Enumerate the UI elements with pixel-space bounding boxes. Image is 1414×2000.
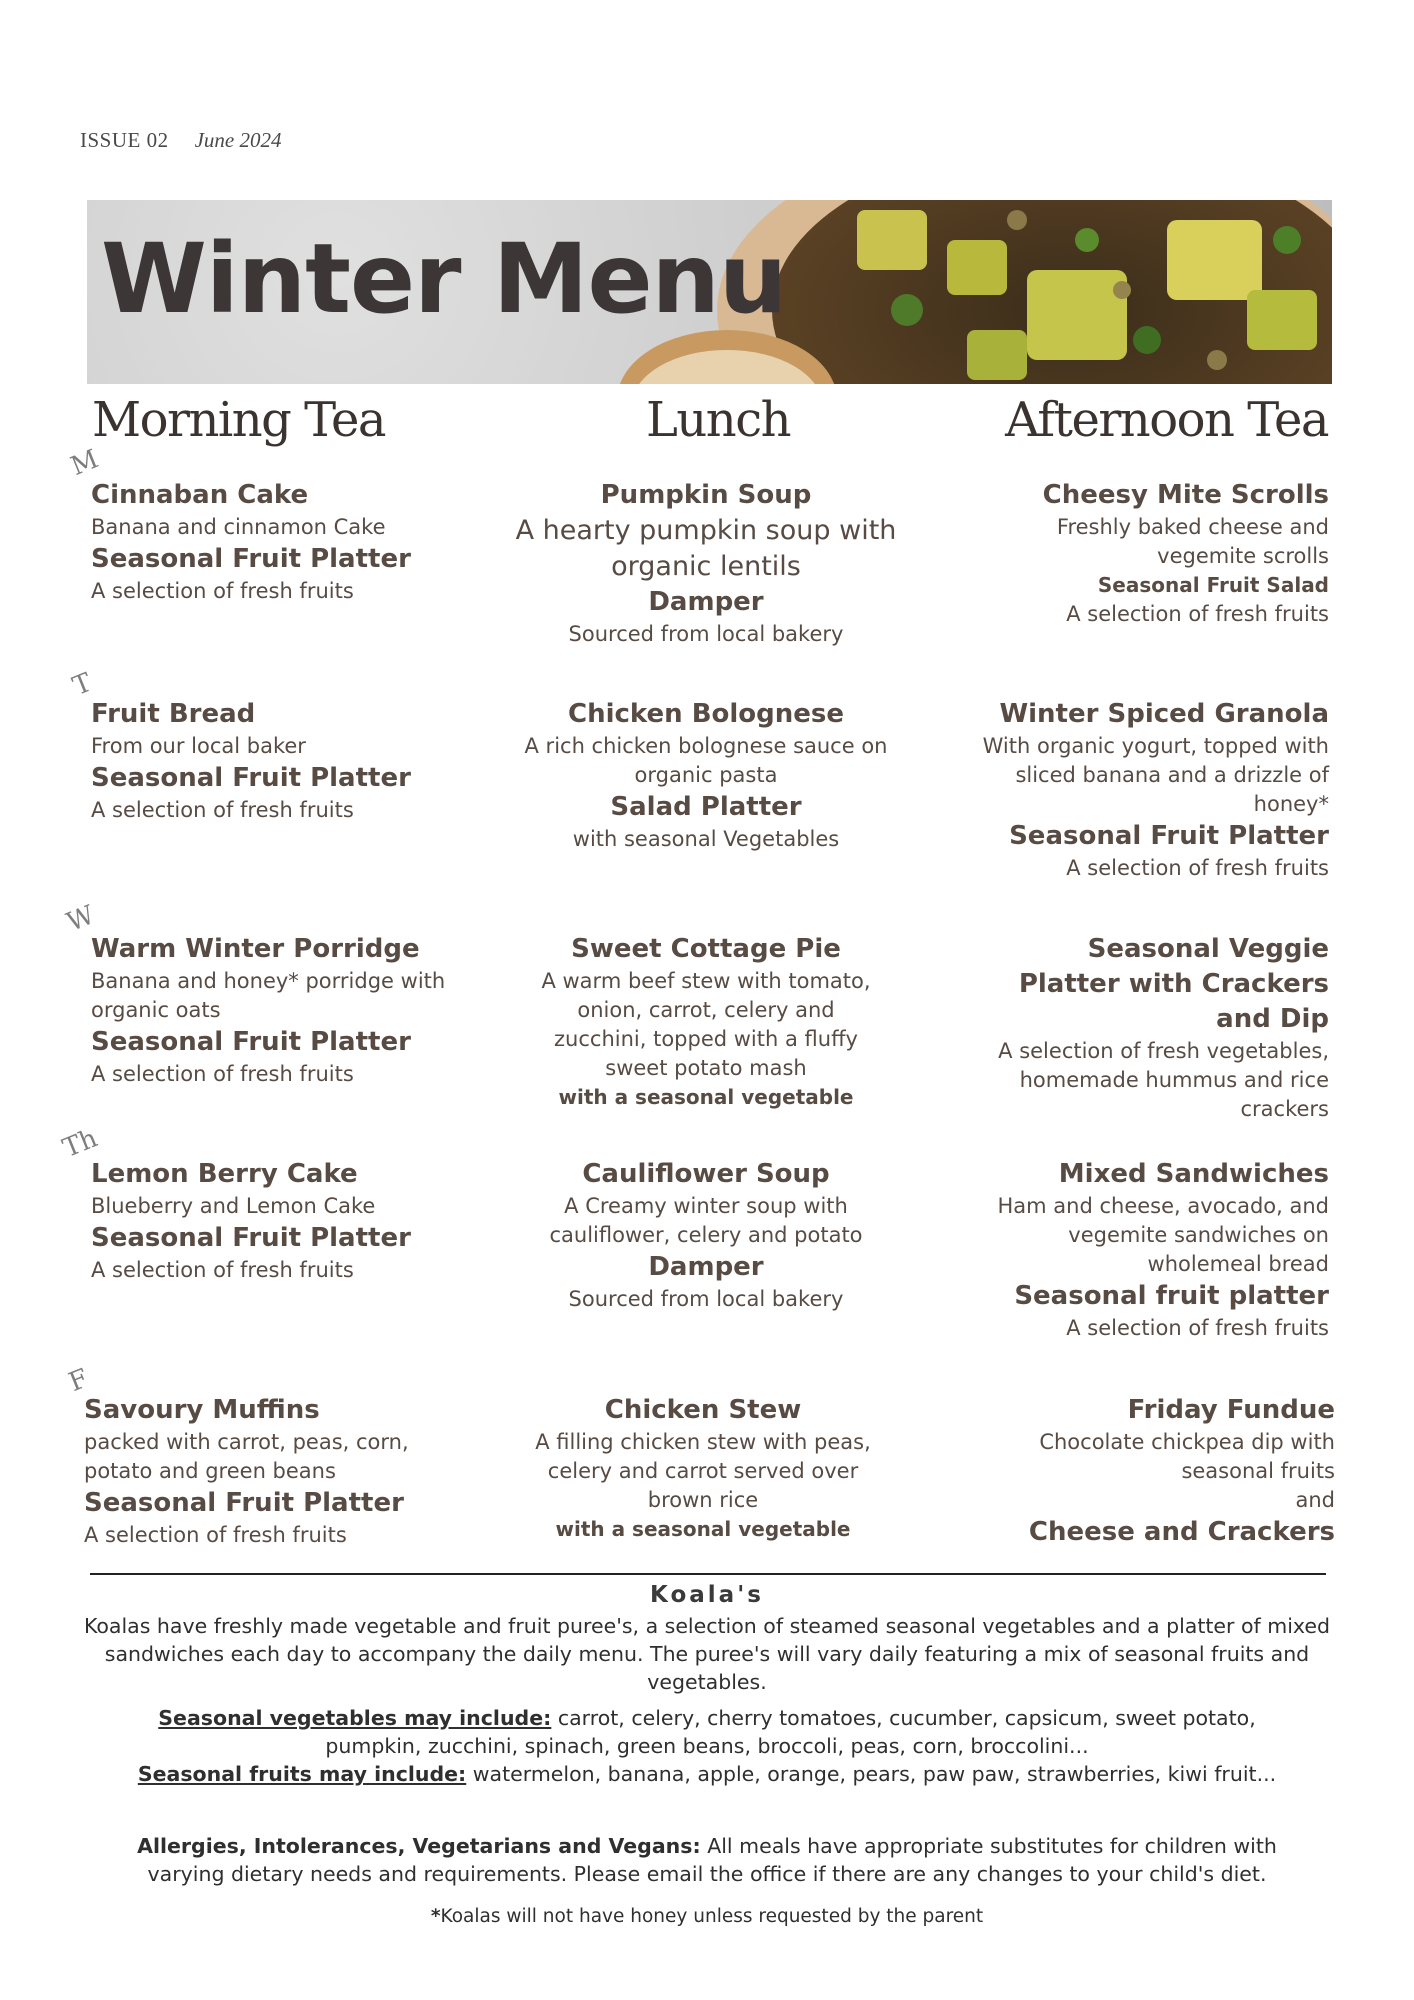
menu-item-title: Chicken Stew (604, 1395, 802, 1425)
menu-item-description: A selection of fresh fruits (84, 1523, 347, 1547)
menu-item-title: Mixed Sandwiches (1058, 1159, 1329, 1189)
menu-item-description: A selection of fresh fruits (1066, 856, 1329, 880)
wednesday-lunch (511, 932, 901, 1112)
menu-item-description: A hearty pumpkin soup with organic lentils (515, 515, 897, 582)
menu-item-title: Seasonal Fruit Salad (1097, 573, 1329, 597)
menu-item-description: A selection of fresh fruits (91, 1062, 354, 1086)
menu-item-title: Damper (648, 587, 764, 617)
menu-item-description: From our local baker (91, 734, 306, 758)
friday-morning-tea (84, 1393, 484, 1550)
day-letter-wednesday: W (62, 900, 99, 938)
menu-item-connector: and (1295, 1488, 1335, 1512)
menu-item-title: Warm Winter Porridge (91, 934, 420, 964)
menu-item-title: Cauliflower Soup (582, 1159, 830, 1189)
honey-note (80, 1904, 1334, 1930)
menu-item-title: Lemon Berry Cake (91, 1159, 358, 1189)
monday-afternoon-tea (939, 478, 1329, 629)
menu-item-title: Winter Spiced Granola (999, 699, 1329, 729)
menu-item-description: A filling chicken stew with peas, celery and carrot served over brown rice (535, 1430, 871, 1512)
monday-morning-tea (91, 478, 491, 606)
menu-item-description: Banana and honey* porridge with organic oats (91, 969, 446, 1022)
menu-item-description: packed with carrot, peas, corn, potato and green beans (84, 1430, 409, 1483)
menu-item-description: Banana and cinnamon Cake (91, 515, 386, 539)
thursday-lunch (511, 1157, 901, 1314)
menu-item-description: Ham and cheese, avocado, and vegemite sandwiches on wholemeal bread (997, 1194, 1329, 1276)
allergy-info (80, 1832, 1334, 1888)
koalas-description: Koalas have freshly made vegetable and fruit puree's, a selection of steamed seasonal vegetables and a platter of mixed sandwiches each day to accompany the daily menu. The puree's will vary daily featuring a mix of seasonal fruits and vegetables. (83, 1614, 1331, 1694)
issue-number: ISSUE 02 (80, 128, 169, 152)
section-divider (90, 1573, 1326, 1575)
thursday-afternoon-tea (939, 1157, 1329, 1343)
friday-afternoon-tea (945, 1393, 1335, 1550)
menu-item-title: Pumpkin Soup (600, 480, 812, 510)
seasonal-vegetables-text: carrot, celery, cherry tomatoes, cucumber, capsicum, sweet potato, pumpkin, zucchini, spinach, green beans, broccoli, peas, corn, broccolini... (325, 1706, 1256, 1758)
menu-item-side: with a seasonal vegetable (558, 1085, 854, 1109)
menu-item-description: A selection of fresh fruits (91, 579, 354, 603)
friday-lunch (508, 1393, 898, 1544)
seasonal-produce-info (80, 1704, 1334, 1788)
menu-item-description: With organic yogurt, topped with sliced banana and a drizzle of honey* (982, 734, 1329, 816)
tuesday-lunch (511, 697, 901, 854)
page-title: Winter Menu (101, 223, 787, 335)
menu-item-title: Seasonal Fruit Platter (91, 763, 411, 793)
day-letter-friday: F (64, 1363, 93, 1398)
menu-item-title: Seasonal Fruit Platter (1009, 821, 1329, 851)
menu-item-description: Sourced from local bakery (568, 622, 844, 646)
menu-item-description: A Creamy winter soup with cauliflower, celery and potato (549, 1194, 863, 1247)
menu-item-title: Cheesy Mite Scrolls (1042, 480, 1329, 510)
menu-item-title: Cinnaban Cake (91, 480, 309, 510)
seasonal-fruits-text: watermelon, banana, apple, orange, pears, paw paw, strawberries, kiwi fruit... (466, 1762, 1277, 1786)
menu-item-description: A selection of fresh fruits (1066, 1316, 1329, 1340)
menu-item-description: A selection of fresh fruits (91, 1258, 354, 1282)
footnote-marker: * (430, 1906, 441, 1927)
menu-item-description: A selection of fresh fruits (1066, 602, 1329, 626)
banner (87, 200, 1332, 384)
menu-item-title: Seasonal Fruit Platter (91, 1027, 411, 1057)
menu-item-title: Seasonal Veggie Platter with Crackers and Dip (1018, 934, 1329, 1034)
menu-item-title: Friday Fundue (1127, 1395, 1335, 1425)
column-heading-morning-tea: Morning Tea (92, 392, 385, 448)
monday-lunch (511, 478, 901, 649)
menu-item-title: Chicken Bolognese (567, 699, 845, 729)
day-letter-thursday: Th (58, 1123, 102, 1164)
column-heading-afternoon-tea: Afternoon Tea (1005, 392, 1328, 448)
issue-date: June 2024 (194, 128, 282, 152)
menu-item-title: Fruit Bread (91, 699, 256, 729)
menu-item-description: A selection of fresh vegetables, homemade hummus and rice crackers (998, 1039, 1329, 1121)
koalas-heading: Koala's (650, 1582, 764, 1608)
menu-item-title: Seasonal Fruit Platter (91, 1223, 411, 1253)
menu-item-description: Blueberry and Lemon Cake (91, 1194, 376, 1218)
day-letter-tuesday: T (68, 667, 97, 702)
menu-item-description: A selection of fresh fruits (91, 798, 354, 822)
column-heading-lunch: Lunch (646, 392, 790, 448)
tuesday-afternoon-tea (939, 697, 1329, 883)
wednesday-afternoon-tea (939, 932, 1329, 1124)
menu-item-title: Sweet Cottage Pie (571, 934, 841, 964)
menu-item-title: Seasonal Fruit Platter (84, 1488, 404, 1518)
tuesday-morning-tea (91, 697, 491, 825)
seasonal-vegetables-label: Seasonal vegetables may include: (158, 1706, 552, 1730)
menu-item-title: Cheese and Crackers (1028, 1517, 1335, 1547)
allergy-label: Allergies, Intolerances, Vegetarians and Vegans: (137, 1834, 701, 1858)
menu-item-description: with seasonal Vegetables (572, 827, 840, 851)
menu-item-title: Seasonal Fruit Platter (91, 544, 411, 574)
menu-item-title: Salad Platter (610, 792, 802, 822)
menu-item-title: Seasonal fruit platter (1014, 1281, 1329, 1311)
menu-item-side: with a seasonal vegetable (555, 1517, 851, 1541)
issue-line (80, 128, 282, 153)
menu-item-description: A rich chicken bolognese sauce on organic pasta (524, 734, 888, 787)
wednesday-morning-tea (91, 932, 491, 1089)
menu-item-description: Sourced from local bakery (568, 1287, 844, 1311)
menu-item-title: Damper (648, 1252, 764, 1282)
menu-item-description: Freshly baked cheese and vegemite scrolls (1056, 515, 1329, 568)
menu-item-description: Chocolate chickpea dip with seasonal fruits (1039, 1430, 1335, 1483)
allergy-text: All meals have appropriate substitutes for children with varying dietary needs and requirements. Please email the office if there are any changes to your child's diet. (147, 1834, 1277, 1886)
day-letter-monday: M (66, 444, 103, 482)
seasonal-fruits-label: Seasonal fruits may include: (137, 1762, 467, 1786)
menu-item-description: A warm beef stew with tomato, onion, carrot, celery and zucchini, topped with a fluffy sweet potato mash (541, 969, 871, 1080)
menu-item-title: Savoury Muffins (84, 1395, 320, 1425)
honey-note-text: Koalas will not have honey unless requested by the parent (440, 1906, 984, 1927)
thursday-morning-tea (91, 1157, 491, 1285)
